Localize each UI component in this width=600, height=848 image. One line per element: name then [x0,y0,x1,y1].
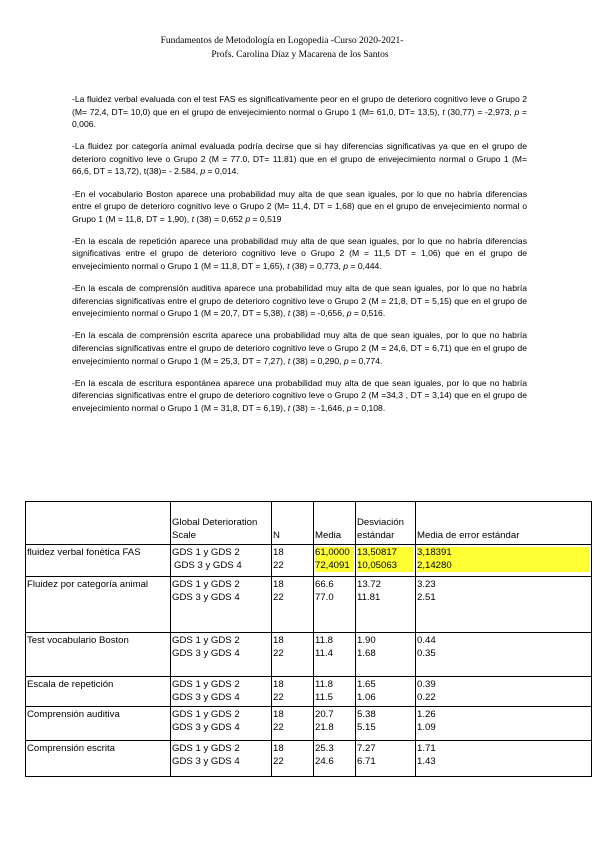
groups-value: GDS 3 y GDS 4 [172,691,240,703]
se-value: 1.71 [417,743,436,754]
media-value: 77.0 [315,591,334,603]
result-paragraph: -En la escala de escritura espontánea aparece una probabilidad muy alta de que sean iguales, por lo que no habría diferencias significativas entre el grupo de deterioro cognitivo leve o Grupo 2 (M =34,3 , DT = 3,14) que en el grupo de envejecimiento normal o Grupo 1 (M = 31,8, DT = 6,19), t (38) = -1,646, p = 0,108. [72,377,527,413]
document-header [0,34,600,62]
table-row [26,545,592,577]
groups-value: GDS 3 y GDS 4 [172,591,240,603]
header-course-line: Fundamentos de Metodología en Logopedia -Curso 2020-2021- [160,36,404,46]
groups-value: GDS 1 y GDS 2 [172,579,240,590]
column-header: Media de error estándar [416,502,592,545]
sd-cell [356,741,416,777]
media-value: 25.3 [315,743,334,754]
se-value: 0.44 [417,635,436,646]
n-cell [272,707,314,741]
sd-value: 6.71 [357,755,376,767]
column-header [26,502,171,545]
table-row [26,577,592,633]
se-value: 1.09 [417,721,436,733]
groups-value: GDS 1 y GDS 2 [172,679,240,690]
groups-cell [171,707,272,741]
n-cell [272,577,314,633]
groups-value: GDS 1 y GDS 2 [172,635,240,646]
row-label: Fluidez por categoría animal [26,577,171,633]
se-value: 3.23 [417,579,436,590]
groups-cell [171,545,272,577]
sd-value: 5.38 [357,709,376,720]
result-paragraph: -En la escala de repetición aparece una probabilidad muy alta de que sean iguales, por lo que no habría diferencias significativas entre el grupo de deterioro cognitivo leve o Grupo 2 (M = 11,5 DT = 1,06) que en el grupo de envejecimiento normal o Grupo 1 (M = 11,8, DT = 1,65), t (38) = 0,773, p = 0,444. [72,235,527,272]
n-value: 22 [273,691,284,703]
n-cell [272,545,314,577]
n-value: 18 [273,743,284,754]
table-row [26,633,592,677]
results-paragraphs [72,93,527,424]
n-value: 18 [273,709,284,720]
row-label: Test vocabulario Boston [26,633,171,677]
result-paragraph: -La fluidez por categoría animal evaluada podría decirse que si hay diferencias significativas ya que en el grupo de deterioro cognitivo leve o Grupo 2 (M = 77.0, DT= 11.81) que en el grupo de envejecimiento normal o Grupo 1 (M= 66,6, DT = 13,72), t(38)= - 2.584, p = 0,014. [72,141,527,177]
sd-cell [356,545,416,577]
result-paragraph: -En el vocabulario Boston aparece una probabilidad muy alta de que sean iguales, por lo que no habría diferencias entre el grupo de deterioro cognitivo leve o Grupo 2 (M= 11,4, DT = 1,68) que en el grupo de envejecimiento normal o Grupo 1 (M = 11,8, DT = 1,90), t (38) = 0,652 p = 0,519 [72,188,527,224]
sd-cell [356,707,416,741]
groups-cell [171,633,272,677]
groups-value: GDS 1 y GDS 2 [172,547,240,558]
se-value: 3,18391 [417,547,590,560]
sd-value: 13,50817 [357,547,414,560]
media-value: 11.4 [315,647,333,659]
se-cell [416,545,592,577]
table-row [26,741,592,777]
groups-value: GDS 3 y GDS 4 [172,755,240,767]
se-value: 0.35 [417,647,436,659]
n-value: 22 [273,755,284,767]
n-value: 22 [273,591,284,603]
row-label: Escala de repetición [26,677,171,707]
header-professors-line: Profs. Carolina Díaz y Macarena de los Santos [211,50,389,60]
groups-value: GDS 1 y GDS 2 [172,743,240,754]
n-value: 22 [273,647,284,659]
column-header: N [272,502,314,545]
groups-cell [171,577,272,633]
sd-value: 1.06 [357,691,376,703]
column-header: Desviación estándar [356,502,416,545]
media-value: 11.8 [315,679,333,690]
column-header: Global Deterioration Scale [171,502,272,545]
table-row [26,677,592,707]
row-label: Comprensión escrita [26,741,171,777]
se-cell [416,741,592,777]
se-cell [416,707,592,741]
table-header-row [26,502,592,545]
se-value: 0.22 [417,691,436,703]
row-label: fluidez verbal fonética FAS [26,545,171,577]
media-value: 11.8 [315,635,333,646]
sd-value: 5.15 [357,721,376,733]
n-cell [272,677,314,707]
se-value: 0.39 [417,679,436,690]
result-paragraph: -En la escala de comprensión auditiva aparece una probabilidad muy alta de que sean iguales, por lo que no habría diferencias significativas entre el grupo de deterioro cognitivo leve o Grupo 2 (M = 21,8, DT = 5,15) que en el grupo de envejecimiento normal o Grupo 1 (M = 20,7, DT = 5,38), t (38) = -0,656, p = 0,516. [72,283,527,319]
media-value: 21.8 [315,721,334,733]
n-value: 18 [273,547,284,558]
se-value: 1.26 [417,709,436,720]
n-cell [272,741,314,777]
se-value: 1.43 [417,755,436,767]
media-value: 24.6 [315,755,334,767]
sd-value: 11.81 [357,591,381,603]
n-value: 22 [273,721,284,733]
sd-value: 1.65 [357,679,376,690]
media-cell [314,677,356,707]
row-label: Comprensión auditiva [26,707,171,741]
sd-value: 13.72 [357,579,382,590]
table-row [26,707,592,741]
sd-value: 7.27 [357,743,376,754]
media-cell [314,633,356,677]
groups-cell [171,741,272,777]
media-value: 11.5 [315,691,333,703]
media-cell [314,741,356,777]
descriptive-statistics-table [25,501,592,777]
n-value: 22 [273,559,284,571]
sd-value: 10,05063 [357,560,414,573]
se-value: 2.51 [417,591,436,603]
n-value: 18 [273,579,284,590]
sd-cell [356,633,416,677]
sd-value: 1.68 [357,647,376,659]
groups-value: GDS 1 y GDS 2 [172,709,240,720]
result-paragraph: -En la escala de comprensión escrita aparece una probabilidad muy alta de que sean iguales, por lo que no habría diferencias significativas entre el grupo de deterioro cognitivo leve o Grupo 2 (M = 24,6, DT = 6,71) que en el grupo de envejecimiento normal o Grupo 1 (M = 25,3, DT = 7,27), t (38) = 0,290, p = 0,774. [72,330,527,366]
sd-value: 1.90 [357,635,376,646]
n-cell [272,633,314,677]
sd-cell [356,577,416,633]
groups-value: GDS 3 y GDS 4 [172,721,240,733]
media-value: 72,4091 [315,560,354,573]
n-value: 18 [273,635,284,646]
media-value: 66.6 [315,579,334,590]
media-cell [314,545,356,577]
media-cell [314,577,356,633]
sd-cell [356,677,416,707]
groups-cell [171,677,272,707]
se-cell [416,577,592,633]
result-paragraph: -La fluidez verbal evaluada con el test FAS es significativamente peor en el grupo de deterioro cognitivo leve o Grupo 2 (M= 72,4, DT= 10,0) que en el grupo de envejecimiento normal o Grupo 1 (M= 61,0, DT= 13,5), t (30,77) = -2,973, p = 0,006. [72,94,528,130]
media-value: 61,0000 [315,547,354,560]
groups-value: GDS 3 y GDS 4 [172,647,240,659]
media-cell [314,707,356,741]
column-header: Media [314,502,356,545]
se-cell [416,677,592,707]
media-value: 20.7 [315,709,334,720]
se-value: 2,14280 [417,560,590,573]
n-value: 18 [273,679,284,690]
groups-value: GDS 3 y GDS 4 [174,559,242,571]
se-cell [416,633,592,677]
